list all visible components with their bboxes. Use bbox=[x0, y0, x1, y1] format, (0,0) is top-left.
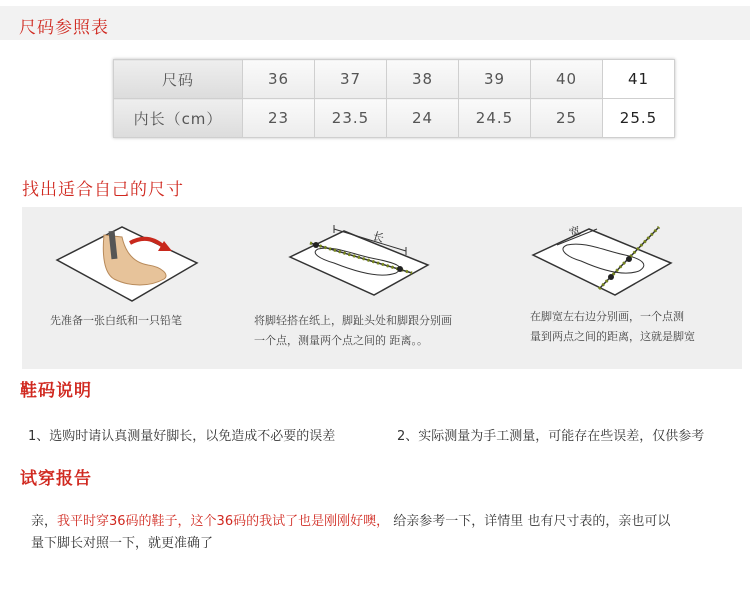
size-row bbox=[114, 60, 675, 99]
measure-panel bbox=[22, 207, 742, 369]
trial-text-line1 bbox=[31, 510, 670, 529]
foot-width-illustration bbox=[527, 215, 677, 305]
trial-title: 试穿报告 bbox=[20, 469, 92, 489]
step3-text-line2: 量到两点之间的距离，这就是脚宽 bbox=[530, 330, 695, 343]
length-row bbox=[114, 99, 675, 138]
foot-length-illustration bbox=[284, 215, 434, 305]
length-cell: 23 bbox=[243, 99, 315, 138]
note-1: 1、选购时请认真测量好脚长，以免造成不必要的误差 bbox=[28, 429, 336, 444]
notes-title: 鞋码说明 bbox=[20, 381, 92, 401]
foot-on-paper-illustration bbox=[52, 215, 202, 305]
size-cell: 37 bbox=[315, 60, 387, 99]
trial-rest: 给亲参考一下，详情里 也有尺寸表的，亲也可以 bbox=[389, 514, 671, 529]
length-cell: 24.5 bbox=[459, 99, 531, 138]
size-chart-title: 尺码参照表 bbox=[19, 18, 109, 38]
step3-text-line1: 在脚宽左右边分别画，一个点测 bbox=[530, 310, 684, 323]
trial-highlight: 我平时穿36码的鞋子，这个36码的我试了也是刚刚好噢， bbox=[57, 514, 390, 529]
trial-text-line2: 量下脚长对照一下，就更准确了 bbox=[31, 536, 214, 551]
step1-text: 先准备一张白纸和一只铅笔 bbox=[50, 314, 182, 327]
length-row-label: 内长（cm） bbox=[114, 99, 243, 138]
step2-text-line1: 将脚轻搭在纸上，脚趾头处和脚跟分别画 bbox=[254, 314, 452, 327]
size-cell: 38 bbox=[387, 60, 459, 99]
size-cell: 40 bbox=[531, 60, 603, 99]
length-cell: 25.5 bbox=[603, 99, 675, 138]
size-chart-header-bar bbox=[0, 6, 750, 40]
width-marker-label: 宽 bbox=[567, 223, 583, 240]
length-cell: 23.5 bbox=[315, 99, 387, 138]
length-cell: 25 bbox=[531, 99, 603, 138]
note-2: 2、实际测量为手工测量，可能存在些误差，仅供参考 bbox=[397, 429, 705, 444]
size-chart-table bbox=[113, 59, 675, 138]
measure-title: 找出适合自己的尺寸 bbox=[22, 180, 184, 200]
step2-text-line2: 一个点，测量两个点之间的 距离。。 bbox=[254, 334, 428, 347]
trial-prefix: 亲， bbox=[31, 514, 58, 529]
length-marker-label: 长 bbox=[371, 229, 386, 246]
size-cell: 39 bbox=[459, 60, 531, 99]
size-row-label: 尺码 bbox=[114, 60, 243, 99]
length-cell: 24 bbox=[387, 99, 459, 138]
size-cell: 36 bbox=[243, 60, 315, 99]
size-cell: 41 bbox=[603, 60, 675, 99]
